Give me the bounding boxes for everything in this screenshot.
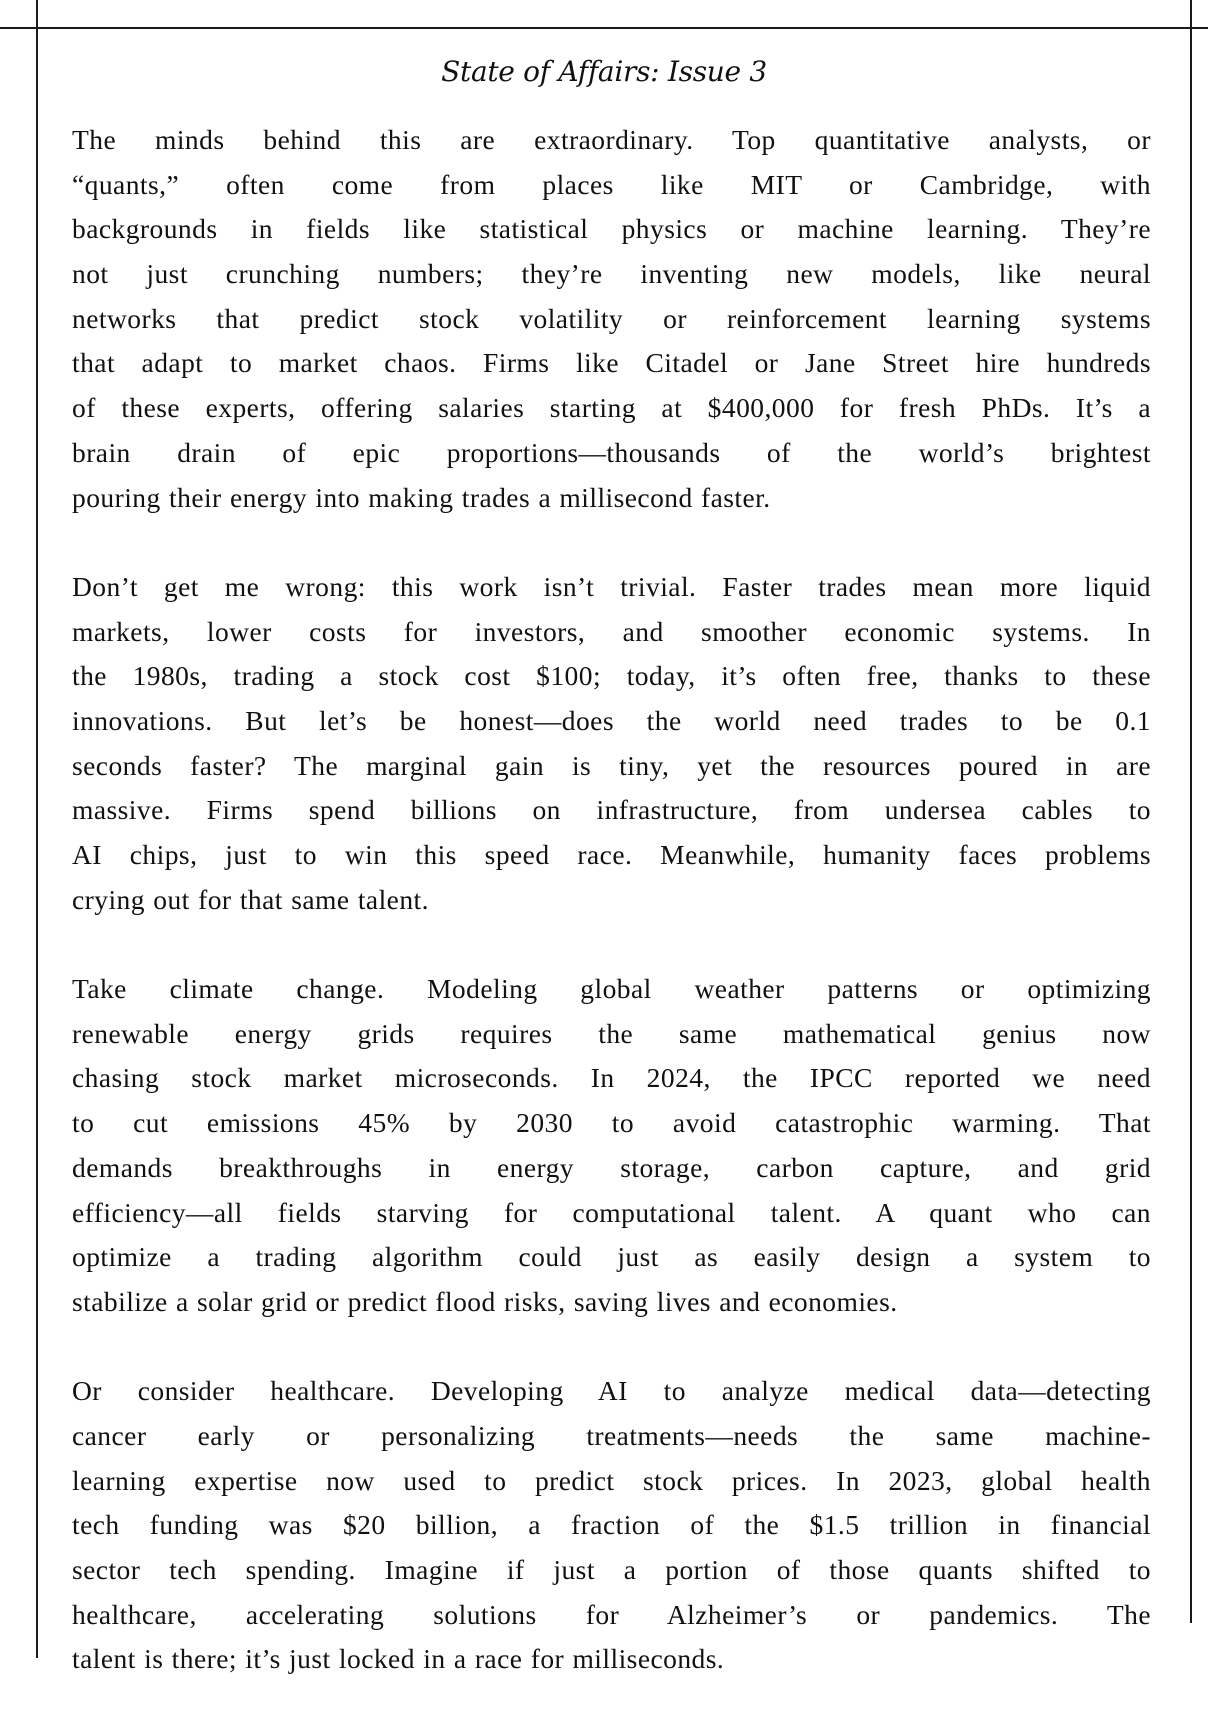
paragraph-climate-change [72, 967, 1151, 1325]
paragraph-speed-race [72, 565, 1151, 923]
text-line: talent is there; it’s just locked in a race for milliseconds. [72, 1643, 725, 1675]
right-vertical-rule [1190, 0, 1192, 1623]
text-line: “quants,” often come from places like MIT or Cambridge, with [72, 168, 1151, 200]
text-line: chasing stock market microseconds. In 2024, the IPCC reported we need [72, 1062, 1151, 1094]
text-line: massive. Firms spend billions on infrastructure, from undersea cables to [72, 794, 1151, 826]
text-line: crying out for that same talent. [72, 883, 429, 915]
text-line: stabilize a solar grid or predict flood risks, saving lives and economies. [72, 1285, 898, 1317]
top-horizontal-rule [0, 27, 1208, 29]
text-line: cancer early or personalizing treatments—needs the same machine- [72, 1419, 1151, 1451]
text-line: Or consider healthcare. Developing AI to analyze medical data—detecting [72, 1375, 1151, 1407]
text-line: sector tech spending. Imagine if just a portion of those quants shifted to [72, 1554, 1151, 1585]
text-line: innovations. But let’s be honest—does the world need trades to be 0.1 [72, 704, 1151, 736]
text-line: backgrounds in fields like statistical physics or machine learning. They’re [72, 213, 1151, 245]
text-line: networks that predict stock volatility or reinforcement learning systems [72, 302, 1151, 334]
text-line: the 1980s, trading a stock cost $100; today, it’s often free, thanks to these [72, 660, 1151, 692]
text-line: healthcare, accelerating solutions for Alzheimer’s or pandemics. The [72, 1598, 1151, 1630]
text-line: pouring their energy into making trades a millisecond faster. [72, 481, 771, 513]
text-line: that adapt to market chaos. Firms like Citadel or Jane Street hire hundreds [72, 347, 1151, 379]
text-line: tech funding was $20 billion, a fraction of the $1.5 trillion in financial [72, 1509, 1151, 1541]
text-line: Don’t get me wrong: this work isn’t trivial. Faster trades mean more liquid [72, 570, 1151, 602]
paragraph-healthcare [72, 1369, 1151, 1682]
document-body [72, 118, 1151, 1727]
text-line: of these experts, offering salaries starting at $400,000 for fresh PhDs. It’s a [72, 392, 1151, 424]
text-line: renewable energy grids requires the same mathematical genius now [72, 1017, 1151, 1049]
text-line: not just crunching numbers; they’re inventing new models, like neural [72, 258, 1151, 290]
text-line: markets, lower costs for investors, and smoother economic systems. In [72, 615, 1151, 647]
text-line: The minds behind this are extraordinary. Top quantitative analysts, or [72, 124, 1151, 155]
document-title: State of Affairs: Issue 3 [441, 55, 767, 88]
paragraph-quants-talent [72, 118, 1151, 520]
text-line: optimize a trading algorithm could just as easily design a system to [72, 1241, 1151, 1273]
text-line: seconds faster? The marginal gain is tiny, yet the resources poured in are [72, 749, 1151, 781]
left-vertical-rule [36, 0, 38, 1658]
text-line: learning expertise now used to predict stock prices. In 2023, global health [72, 1464, 1151, 1496]
text-line: brain drain of epic proportions—thousands of the world’s brightest [72, 436, 1151, 468]
text-line: efficiency—all fields starving for computational talent. A quant who can [72, 1196, 1151, 1228]
text-line: to cut emissions 45% by 2030 to avoid catastrophic warming. That [72, 1107, 1151, 1139]
text-line: Take climate change. Modeling global weather patterns or optimizing [72, 973, 1151, 1005]
text-line: demands breakthroughs in energy storage, carbon capture, and grid [72, 1151, 1151, 1183]
text-line: AI chips, just to win this speed race. Meanwhile, humanity faces problems [72, 839, 1151, 870]
